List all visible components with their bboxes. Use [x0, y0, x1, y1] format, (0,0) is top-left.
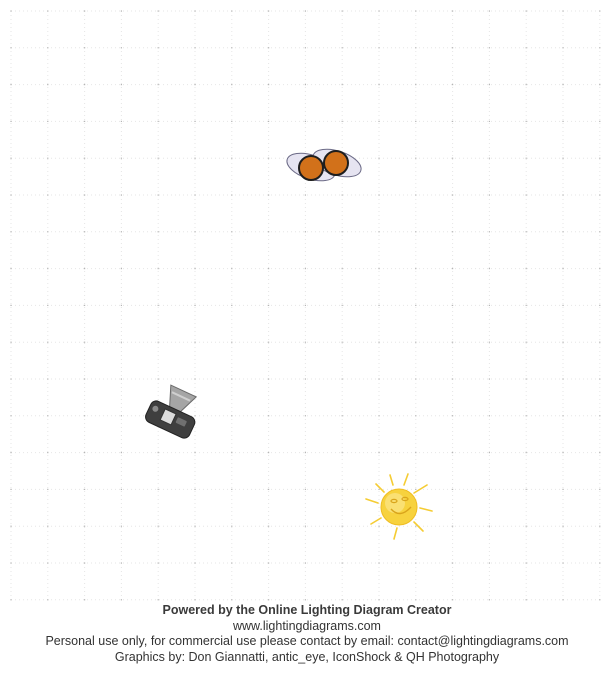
grid-dot	[562, 121, 563, 122]
grid-dot	[415, 452, 416, 453]
grid-dot	[158, 231, 159, 232]
grid-dot	[489, 342, 490, 343]
grid-dot	[268, 305, 269, 306]
grid-dot	[415, 47, 416, 48]
grid-dot	[415, 415, 416, 416]
grid-dot	[415, 268, 416, 269]
grid-dot	[194, 599, 195, 600]
grid-dot	[158, 489, 159, 490]
grid-dot	[10, 415, 11, 416]
grid-dot	[342, 47, 343, 48]
grid-dot	[121, 84, 122, 85]
grid-dot	[415, 489, 416, 490]
grid-dot	[84, 342, 85, 343]
grid-dot	[452, 526, 453, 527]
grid-dot	[121, 415, 122, 416]
grid-dot	[305, 378, 306, 379]
grid-dot	[562, 47, 563, 48]
grid-dot	[158, 47, 159, 48]
grid-dot	[526, 599, 527, 600]
grid-dot	[378, 378, 379, 379]
grid-dot	[10, 599, 11, 600]
grid-dot	[268, 194, 269, 195]
grid-dot	[47, 415, 48, 416]
grid-dot	[121, 231, 122, 232]
grid-dot	[599, 378, 600, 379]
grid-dot	[194, 452, 195, 453]
grid-dot	[378, 342, 379, 343]
grid-dot	[47, 599, 48, 600]
grid	[10, 10, 600, 602]
grid-dot	[158, 158, 159, 159]
grid-dot	[47, 47, 48, 48]
grid-dot	[526, 342, 527, 343]
grid-dot	[121, 562, 122, 563]
grid-dot	[526, 47, 527, 48]
grid-dot	[10, 158, 11, 159]
grid-dot	[452, 10, 453, 11]
grid-dot	[158, 452, 159, 453]
grid-dot	[121, 378, 122, 379]
grid-dot	[562, 489, 563, 490]
footer-license: Personal use only, for commercial use please contact by email: contact@lightingdiagrams.com	[45, 634, 569, 648]
grid-dot	[121, 158, 122, 159]
two-people-top-view-icon[interactable]	[284, 144, 365, 186]
grid-dot	[415, 378, 416, 379]
grid-dot	[158, 378, 159, 379]
grid-dot	[599, 10, 600, 11]
grid-dot	[415, 121, 416, 122]
grid-dot	[526, 121, 527, 122]
grid-dot	[415, 305, 416, 306]
grid-dot	[452, 231, 453, 232]
grid-dot	[452, 194, 453, 195]
grid-dot	[47, 84, 48, 85]
footer-title: Powered by the Online Lighting Diagram Creator	[162, 603, 452, 617]
grid-dot	[489, 452, 490, 453]
grid-dot	[305, 415, 306, 416]
grid-dot	[84, 47, 85, 48]
grid-dot	[231, 121, 232, 122]
grid-dot	[599, 84, 600, 85]
grid-dot	[305, 47, 306, 48]
grid-dot	[342, 84, 343, 85]
grid-dot	[158, 194, 159, 195]
grid-dot	[268, 526, 269, 527]
grid-dot	[305, 599, 306, 600]
grid-dot	[268, 121, 269, 122]
grid-dot	[194, 526, 195, 527]
grid-dot	[378, 231, 379, 232]
grid-dot	[10, 562, 11, 563]
grid-dot	[268, 378, 269, 379]
grid-dot	[452, 599, 453, 600]
grid-dot	[342, 342, 343, 343]
grid-dot	[599, 158, 600, 159]
grid-dot	[452, 47, 453, 48]
grid-dot	[47, 231, 48, 232]
grid-dot	[10, 268, 11, 269]
grid-dot	[268, 231, 269, 232]
grid-dot	[489, 415, 490, 416]
grid-dot	[47, 158, 48, 159]
grid-dot	[342, 562, 343, 563]
grid-dot	[305, 194, 306, 195]
grid-dot	[452, 342, 453, 343]
grid-dot	[415, 562, 416, 563]
grid-dot	[231, 231, 232, 232]
grid-dot	[562, 452, 563, 453]
grid-dot	[378, 489, 379, 490]
grid-dot	[342, 489, 343, 490]
grid-dot	[268, 562, 269, 563]
grid-dot	[452, 562, 453, 563]
grid-dot	[305, 342, 306, 343]
grid-dot	[489, 489, 490, 490]
grid-dot	[47, 268, 48, 269]
grid-dot	[47, 194, 48, 195]
grid-dot	[378, 268, 379, 269]
grid-dot	[231, 158, 232, 159]
diagram-footer	[0, 603, 614, 665]
grid-dot	[489, 47, 490, 48]
grid-dot	[452, 489, 453, 490]
grid-dot	[342, 194, 343, 195]
grid-dot	[452, 84, 453, 85]
grid-dot	[194, 84, 195, 85]
grid-dot	[599, 415, 600, 416]
grid-dot	[599, 121, 600, 122]
grid-dot	[415, 342, 416, 343]
grid-dot	[415, 84, 416, 85]
grid-dot	[305, 526, 306, 527]
grid-dot	[342, 452, 343, 453]
grid-dot	[562, 378, 563, 379]
grid-dot	[378, 305, 379, 306]
grid-dot	[342, 526, 343, 527]
grid-dot	[562, 342, 563, 343]
grid-dot	[84, 452, 85, 453]
grid-dot	[84, 84, 85, 85]
grid-dot	[599, 599, 600, 600]
grid-dot	[84, 158, 85, 159]
grid-dot	[526, 10, 527, 11]
footer-credits: Graphics by: Don Giannatti, antic_eye, IconShock & QH Photography	[114, 649, 500, 664]
grid-dot	[121, 194, 122, 195]
grid-dot	[158, 599, 159, 600]
grid-dot	[158, 342, 159, 343]
grid-dot	[158, 526, 159, 527]
grid-dot	[47, 121, 48, 122]
grid-dot	[378, 10, 379, 11]
grid-dot	[231, 378, 232, 379]
grid-dot	[342, 121, 343, 122]
grid-dot	[121, 452, 122, 453]
grid-dot	[526, 489, 527, 490]
grid-dot	[231, 599, 232, 600]
grid-dot	[599, 47, 600, 48]
grid-dot	[599, 231, 600, 232]
grid-dot	[231, 305, 232, 306]
grid-dot	[47, 305, 48, 306]
grid-dot	[489, 121, 490, 122]
grid-dot	[415, 158, 416, 159]
grid-dot	[599, 342, 600, 343]
grid-dot	[194, 10, 195, 11]
grid-dot	[194, 47, 195, 48]
grid-dot	[268, 268, 269, 269]
grid-dot	[305, 562, 306, 563]
grid-dot	[305, 305, 306, 306]
grid-dot	[415, 526, 416, 527]
grid-dot	[489, 194, 490, 195]
grid-dot	[415, 10, 416, 11]
grid-dot	[194, 415, 195, 416]
grid-dot	[268, 452, 269, 453]
grid-dot	[305, 231, 306, 232]
grid-dot	[305, 121, 306, 122]
grid-dot	[342, 415, 343, 416]
grid-dot	[599, 562, 600, 563]
grid-dot	[84, 526, 85, 527]
grid-dot	[47, 452, 48, 453]
grid-dot	[526, 231, 527, 232]
grid-dot	[121, 10, 122, 11]
grid-dot	[378, 599, 379, 600]
grid-dot	[194, 268, 195, 269]
grid-dot	[489, 158, 490, 159]
grid-dot	[378, 452, 379, 453]
grid-dot	[231, 194, 232, 195]
grid-dot	[415, 599, 416, 600]
grid-dot	[526, 194, 527, 195]
grid-dot	[121, 599, 122, 600]
grid-dot	[526, 415, 527, 416]
grid-dot	[10, 194, 11, 195]
grid-dot	[342, 378, 343, 379]
sun-icon[interactable]	[366, 474, 432, 539]
grid-dot	[562, 10, 563, 11]
grid-dot	[342, 231, 343, 232]
grid-dot	[268, 47, 269, 48]
grid-dot	[378, 194, 379, 195]
grid-dot	[84, 378, 85, 379]
grid-dot	[599, 194, 600, 195]
grid-dot	[231, 47, 232, 48]
grid-dot	[599, 526, 600, 527]
grid-dot	[10, 10, 11, 11]
grid-dot	[268, 158, 269, 159]
grid-dot	[489, 378, 490, 379]
grid-dot	[562, 268, 563, 269]
grid-dot	[121, 342, 122, 343]
grid-dot	[158, 10, 159, 11]
grid-dot	[194, 562, 195, 563]
grid-dot	[489, 268, 490, 269]
grid-dot	[121, 305, 122, 306]
grid-dot	[489, 231, 490, 232]
grid-dot	[526, 452, 527, 453]
grid-dot	[84, 305, 85, 306]
grid-dot	[10, 452, 11, 453]
grid-dot	[489, 599, 490, 600]
grid-dot	[415, 194, 416, 195]
grid-dot	[121, 121, 122, 122]
grid-dot	[10, 47, 11, 48]
grid-dot	[10, 378, 11, 379]
grid-dot	[562, 526, 563, 527]
grid-dot	[526, 84, 527, 85]
grid-dot	[84, 599, 85, 600]
grid-dot	[194, 231, 195, 232]
grid-dot	[10, 84, 11, 85]
grid-dot	[121, 526, 122, 527]
grid-dot	[10, 526, 11, 527]
grid-dot	[305, 268, 306, 269]
grid-dot	[84, 194, 85, 195]
grid-dot	[121, 47, 122, 48]
grid-dot	[194, 158, 195, 159]
grid-dot	[562, 562, 563, 563]
grid-dot	[305, 84, 306, 85]
grid-dot	[562, 158, 563, 159]
grid-dot	[231, 526, 232, 527]
grid-dot	[158, 305, 159, 306]
grid-dot	[10, 489, 11, 490]
grid-dot	[194, 489, 195, 490]
grid-dot	[10, 121, 11, 122]
grid-dot	[158, 562, 159, 563]
grid-dot	[526, 526, 527, 527]
grid-dot	[194, 194, 195, 195]
grid-dot	[231, 342, 232, 343]
grid-dot	[562, 231, 563, 232]
grid-dot	[342, 268, 343, 269]
grid-dot	[231, 84, 232, 85]
grid-dot	[84, 121, 85, 122]
grid-dot	[378, 158, 379, 159]
grid-dot	[305, 489, 306, 490]
grid-dot	[305, 452, 306, 453]
grid-dot	[231, 10, 232, 11]
grid-dot	[489, 305, 490, 306]
grid-dot	[599, 305, 600, 306]
grid-dot	[526, 158, 527, 159]
grid-dot	[84, 231, 85, 232]
grid-dot	[489, 10, 490, 11]
grid-dot	[194, 378, 195, 379]
grid-dot	[489, 526, 490, 527]
grid-dot	[562, 599, 563, 600]
grid-dot	[84, 268, 85, 269]
grid-dot	[231, 415, 232, 416]
grid-dot	[599, 452, 600, 453]
grid-dot	[452, 158, 453, 159]
camera-icon[interactable]	[144, 381, 206, 440]
grid-dot	[47, 342, 48, 343]
grid-dot	[231, 489, 232, 490]
grid-dot	[378, 47, 379, 48]
grid-dot	[194, 305, 195, 306]
grid-dot	[378, 562, 379, 563]
grid-dot	[526, 378, 527, 379]
grid-dot	[489, 562, 490, 563]
grid-dot	[231, 562, 232, 563]
grid-dot	[10, 305, 11, 306]
grid-dot	[121, 268, 122, 269]
grid-dot	[562, 84, 563, 85]
grid-dot	[378, 84, 379, 85]
grid-dot	[452, 378, 453, 379]
grid-dot	[342, 599, 343, 600]
grid-dot	[47, 10, 48, 11]
grid-dot	[47, 378, 48, 379]
grid-dot	[268, 415, 269, 416]
grid-dot	[415, 231, 416, 232]
grid-dot	[84, 562, 85, 563]
grid-dot	[452, 305, 453, 306]
grid-dot	[121, 489, 122, 490]
grid-dot	[452, 415, 453, 416]
grid-dot	[378, 526, 379, 527]
grid-dot	[194, 342, 195, 343]
grid-dot	[268, 342, 269, 343]
grid-dot	[10, 231, 11, 232]
grid-dot	[47, 489, 48, 490]
grid-dot	[268, 489, 269, 490]
grid-dot	[158, 268, 159, 269]
grid-dot	[452, 121, 453, 122]
grid-dot	[84, 415, 85, 416]
grid-dot	[231, 268, 232, 269]
grid-dot	[562, 194, 563, 195]
grid-dot	[194, 121, 195, 122]
grid-dot	[562, 415, 563, 416]
grid-dot	[599, 489, 600, 490]
grid-dot	[268, 599, 269, 600]
grid-dot	[342, 10, 343, 11]
grid-dot	[599, 268, 600, 269]
grid-dot	[47, 562, 48, 563]
grid-dot	[305, 10, 306, 11]
grid-dot	[489, 84, 490, 85]
grid-dot	[526, 305, 527, 306]
grid-dot	[378, 121, 379, 122]
footer-website: www.lightingdiagrams.com	[233, 618, 381, 633]
grid-dot	[378, 415, 379, 416]
grid-dot	[268, 10, 269, 11]
grid-dot	[84, 10, 85, 11]
grid-dot	[10, 342, 11, 343]
grid-dot	[342, 305, 343, 306]
grid-dot	[452, 268, 453, 269]
grid-dot	[231, 452, 232, 453]
grid-dot	[526, 562, 527, 563]
grid-dot	[158, 121, 159, 122]
grid-dot	[84, 489, 85, 490]
grid-dot	[158, 84, 159, 85]
grid-dot	[47, 526, 48, 527]
grid-dot	[452, 452, 453, 453]
grid-dot	[526, 268, 527, 269]
grid-dot	[268, 84, 269, 85]
grid-dot	[562, 305, 563, 306]
